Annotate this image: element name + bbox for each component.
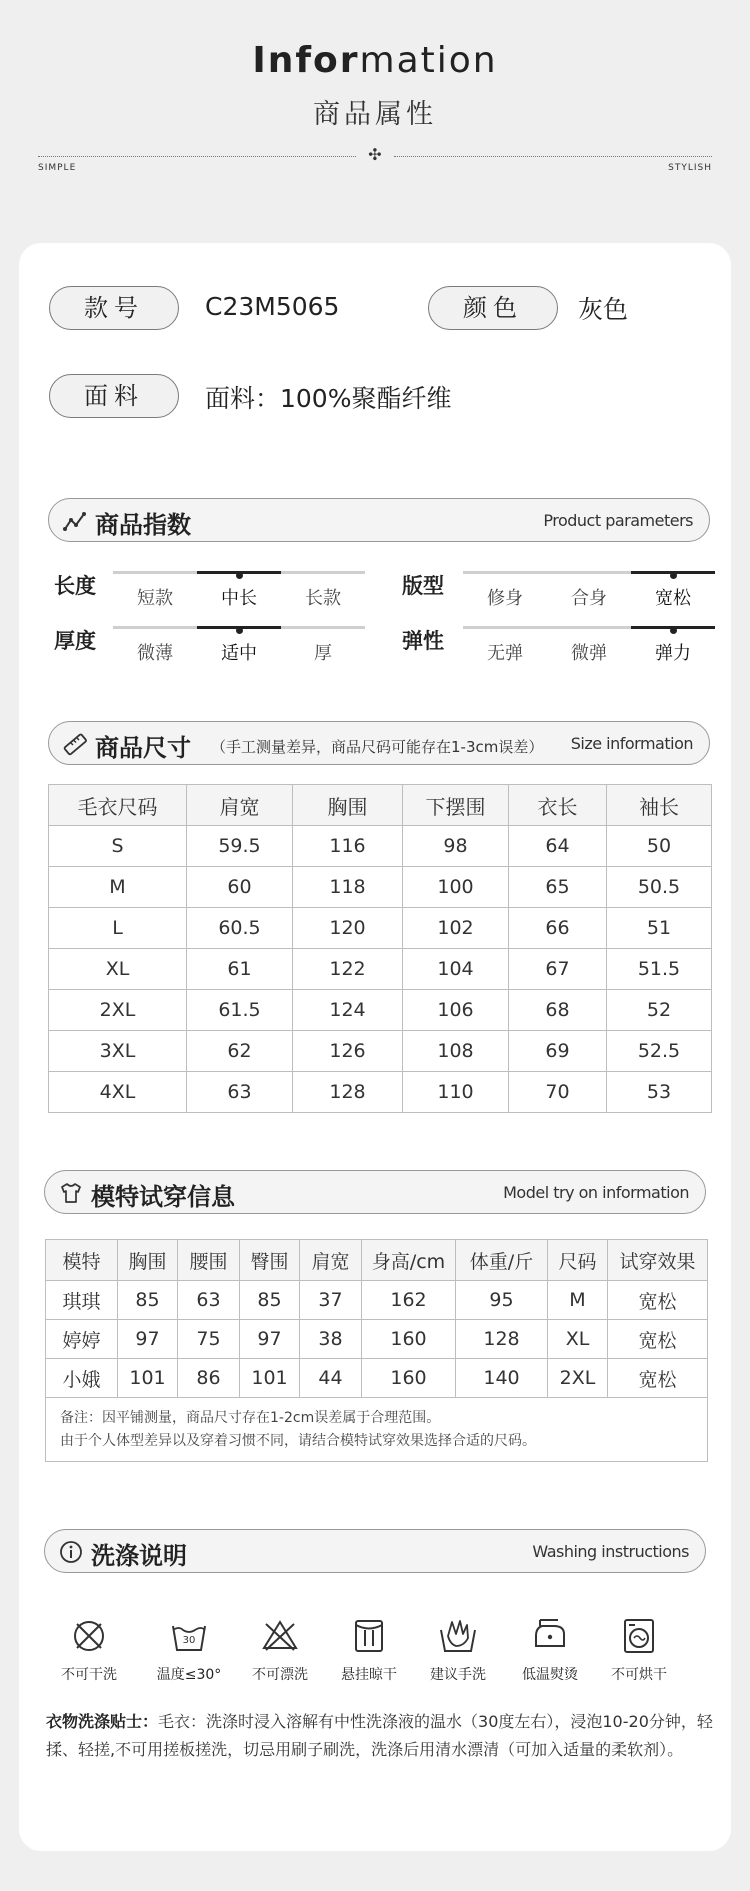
wash-tip-text: 毛衣：洗涤时浸入溶解有中性洗涤液的温水（30度左右），浸泡10-20分钟，轻揉、轻搓,不可用搓板搓洗，切忌用刷子刷洗，洗涤后用清水漂清（可加入适量的柔软剂）。 <box>46 1712 713 1759</box>
table-cell: 102 <box>403 908 509 949</box>
table-cell: 65 <box>509 867 607 908</box>
table-cell: 3XL <box>49 1031 187 1072</box>
table-cell: 63 <box>187 1072 293 1113</box>
table-cell: 128 <box>293 1072 403 1113</box>
model-table-note <box>46 1398 708 1462</box>
header-divider-left <box>38 156 356 157</box>
table-cell: 53 <box>607 1072 712 1113</box>
table-cell: 86 <box>178 1359 240 1398</box>
wash-item <box>44 1616 134 1684</box>
no-tumble-dry-icon <box>619 1616 659 1656</box>
table-cell: 110 <box>403 1072 509 1113</box>
section-model-information <box>44 1170 706 1214</box>
table-cell: 2XL <box>548 1359 608 1398</box>
param-selected-dot <box>670 627 677 634</box>
param-option: 宽松 <box>655 588 691 609</box>
tshirt-icon <box>59 1181 83 1205</box>
table-row <box>49 1031 712 1072</box>
table-cell: 98 <box>403 826 509 867</box>
hang-dry-icon <box>349 1616 389 1656</box>
size-table <box>48 784 712 1113</box>
param-option: 合身 <box>571 588 607 609</box>
table-row <box>49 867 712 908</box>
table-cell: 66 <box>509 908 607 949</box>
table-cell: 104 <box>403 949 509 990</box>
table-cell: 97 <box>118 1320 178 1359</box>
table-cell: 51 <box>607 908 712 949</box>
table-cell: 宽松 <box>608 1281 708 1320</box>
wash-label: 温度≤30° <box>156 1667 222 1683</box>
section-title: 洗涤说明 <box>91 1542 187 1570</box>
note-line-1: 备注：因平铺测量，商品尺寸存在1-2cm误差属于合理范围。 <box>60 1409 441 1426</box>
table-cell: 68 <box>509 990 607 1031</box>
model-table-header: 尺码 <box>548 1240 608 1281</box>
section-title-en: Model try on information <box>503 1183 689 1202</box>
wash-item <box>144 1616 234 1684</box>
color-value: 灰色 <box>578 295 629 324</box>
model-table-header: 胸围 <box>118 1240 178 1281</box>
tag-stylish: STYLISH <box>668 163 712 173</box>
table-cell: M <box>49 867 187 908</box>
table-cell: 108 <box>403 1031 509 1072</box>
info-circle-icon <box>59 1540 83 1564</box>
section-title: 模特试穿信息 <box>91 1183 235 1211</box>
section-title-en: Washing instructions <box>532 1542 689 1561</box>
table-cell: 160 <box>362 1359 456 1398</box>
table-cell: 101 <box>118 1359 178 1398</box>
param-selected-dot <box>670 572 677 579</box>
table-cell: 140 <box>456 1359 548 1398</box>
table-cell: 61.5 <box>187 990 293 1031</box>
table-cell: 44 <box>300 1359 362 1398</box>
table-cell: 琪琪 <box>46 1281 118 1320</box>
model-table <box>45 1239 708 1462</box>
section-washing-instructions <box>44 1529 706 1573</box>
wash-label: 悬挂晾干 <box>341 1667 397 1683</box>
param-label: 厚度 <box>54 629 96 653</box>
size-table-header: 毛衣尺码 <box>49 785 187 826</box>
size-table-header: 胸围 <box>293 785 403 826</box>
model-table-header: 臀围 <box>240 1240 300 1281</box>
table-cell: S <box>49 826 187 867</box>
wash-label: 低温熨烫 <box>522 1667 578 1683</box>
table-cell: 124 <box>293 990 403 1031</box>
table-row <box>46 1359 708 1398</box>
table-cell: 85 <box>118 1281 178 1320</box>
style-no-value: C23M5065 <box>205 292 340 321</box>
model-table-header: 身高/cm <box>362 1240 456 1281</box>
table-cell: 95 <box>456 1281 548 1320</box>
table-cell: 宽松 <box>608 1320 708 1359</box>
size-table-header: 肩宽 <box>187 785 293 826</box>
param-label: 版型 <box>402 574 444 598</box>
table-cell: 67 <box>509 949 607 990</box>
param-label: 长度 <box>54 574 96 598</box>
param-option: 长款 <box>305 588 341 609</box>
fabric-value: 面料：100%聚酯纤维 <box>205 384 452 413</box>
table-cell: 120 <box>293 908 403 949</box>
ruler-icon <box>63 732 87 756</box>
table-cell: 38 <box>300 1320 362 1359</box>
table-row <box>49 908 712 949</box>
no-dry-clean-icon <box>69 1616 109 1656</box>
wash-item <box>594 1616 684 1684</box>
color-label: 颜色 <box>428 286 558 330</box>
section-title: 商品尺寸 <box>95 734 191 762</box>
param-option: 微薄 <box>137 643 173 664</box>
table-cell: 162 <box>362 1281 456 1320</box>
style-no-label: 款号 <box>49 286 179 330</box>
table-cell: 122 <box>293 949 403 990</box>
svg-text:30: 30 <box>182 1635 196 1646</box>
model-table-header: 模特 <box>46 1240 118 1281</box>
table-cell: 85 <box>240 1281 300 1320</box>
wash-label: 建议手洗 <box>430 1667 486 1683</box>
table-cell: 70 <box>509 1072 607 1113</box>
param-label: 弹性 <box>402 629 444 653</box>
wash-item <box>324 1616 414 1684</box>
table-cell: 116 <box>293 826 403 867</box>
four-dot-cross-icon: ✣ <box>368 145 382 164</box>
table-cell: 100 <box>403 867 509 908</box>
param-option: 厚 <box>314 643 332 664</box>
size-table-header: 下摆围 <box>403 785 509 826</box>
tag-simple: SIMPLE <box>38 163 77 173</box>
page-title: Information <box>252 40 498 81</box>
table-cell: 52 <box>607 990 712 1031</box>
model-table-header: 体重/斤 <box>456 1240 548 1281</box>
table-row <box>49 826 712 867</box>
param-selected-dot <box>236 572 243 579</box>
table-row <box>46 1320 708 1359</box>
table-cell: 118 <box>293 867 403 908</box>
section-title-en: Size information <box>570 734 693 753</box>
table-cell: 60 <box>187 867 293 908</box>
table-row <box>49 1072 712 1113</box>
table-cell: 97 <box>240 1320 300 1359</box>
table-cell: XL <box>49 949 187 990</box>
section-title: 商品指数 <box>95 511 191 539</box>
param-option: 适中 <box>221 643 257 664</box>
table-cell: 2XL <box>49 990 187 1031</box>
table-cell: 4XL <box>49 1072 187 1113</box>
table-cell: 60.5 <box>187 908 293 949</box>
wash-item <box>505 1616 595 1684</box>
no-bleach-icon <box>260 1616 300 1656</box>
note-line-2: 由于个人体型差异以及穿着习惯不同，请结合模特试穿效果选择合适的尺码。 <box>60 1432 536 1449</box>
table-row <box>49 949 712 990</box>
model-table-header: 肩宽 <box>300 1240 362 1281</box>
page-subtitle: 商品属性 <box>313 99 437 130</box>
size-table-header: 袖长 <box>607 785 712 826</box>
model-table-header: 试穿效果 <box>608 1240 708 1281</box>
table-cell: 59.5 <box>187 826 293 867</box>
wash-label: 不可干洗 <box>61 1667 117 1683</box>
section-title-en: Product parameters <box>543 511 693 530</box>
table-cell: XL <box>548 1320 608 1359</box>
size-table-header: 衣长 <box>509 785 607 826</box>
table-cell: 50 <box>607 826 712 867</box>
wash-item <box>413 1616 503 1684</box>
wash-tip <box>46 1708 728 1764</box>
param-option: 无弹 <box>487 643 523 664</box>
model-table-header: 腰围 <box>178 1240 240 1281</box>
table-cell: 75 <box>178 1320 240 1359</box>
header-divider-right <box>394 156 712 157</box>
table-cell: 宽松 <box>608 1359 708 1398</box>
table-cell: 160 <box>362 1320 456 1359</box>
table-cell: 婷婷 <box>46 1320 118 1359</box>
table-cell: 128 <box>456 1320 548 1359</box>
section-product-parameters <box>48 498 710 542</box>
table-cell: 64 <box>509 826 607 867</box>
table-cell: 51.5 <box>607 949 712 990</box>
trend-line-icon <box>63 509 87 533</box>
wash-item <box>235 1616 325 1684</box>
param-option: 中长 <box>221 588 257 609</box>
table-cell: 106 <box>403 990 509 1031</box>
table-cell: 69 <box>509 1031 607 1072</box>
table-cell: 101 <box>240 1359 300 1398</box>
table-row <box>49 990 712 1031</box>
table-cell: 63 <box>178 1281 240 1320</box>
param-option: 短款 <box>137 588 173 609</box>
param-option: 弹力 <box>655 643 691 664</box>
hand-wash-icon <box>438 1616 478 1656</box>
param-option: 修身 <box>487 588 523 609</box>
wash-30-icon <box>169 1616 209 1656</box>
param-option: 微弹 <box>571 643 607 664</box>
table-cell: 50.5 <box>607 867 712 908</box>
wash-label: 不可漂洗 <box>252 1667 308 1683</box>
table-cell: M <box>548 1281 608 1320</box>
table-cell: 126 <box>293 1031 403 1072</box>
table-cell: 37 <box>300 1281 362 1320</box>
table-cell: L <box>49 908 187 949</box>
table-cell: 小娥 <box>46 1359 118 1398</box>
wash-label: 不可烘干 <box>611 1667 667 1683</box>
section-size-information <box>48 721 710 765</box>
table-cell: 61 <box>187 949 293 990</box>
low-iron-icon <box>530 1616 570 1656</box>
table-row <box>46 1281 708 1320</box>
table-cell: 62 <box>187 1031 293 1072</box>
fabric-label: 面料 <box>49 374 179 418</box>
param-selected-dot <box>236 627 243 634</box>
table-cell: 52.5 <box>607 1031 712 1072</box>
wash-tip-lead: 衣物洗涤贴士： <box>46 1712 159 1731</box>
section-note: （手工测量差异，商品尺码可能存在1-3cm误差） <box>211 738 544 756</box>
